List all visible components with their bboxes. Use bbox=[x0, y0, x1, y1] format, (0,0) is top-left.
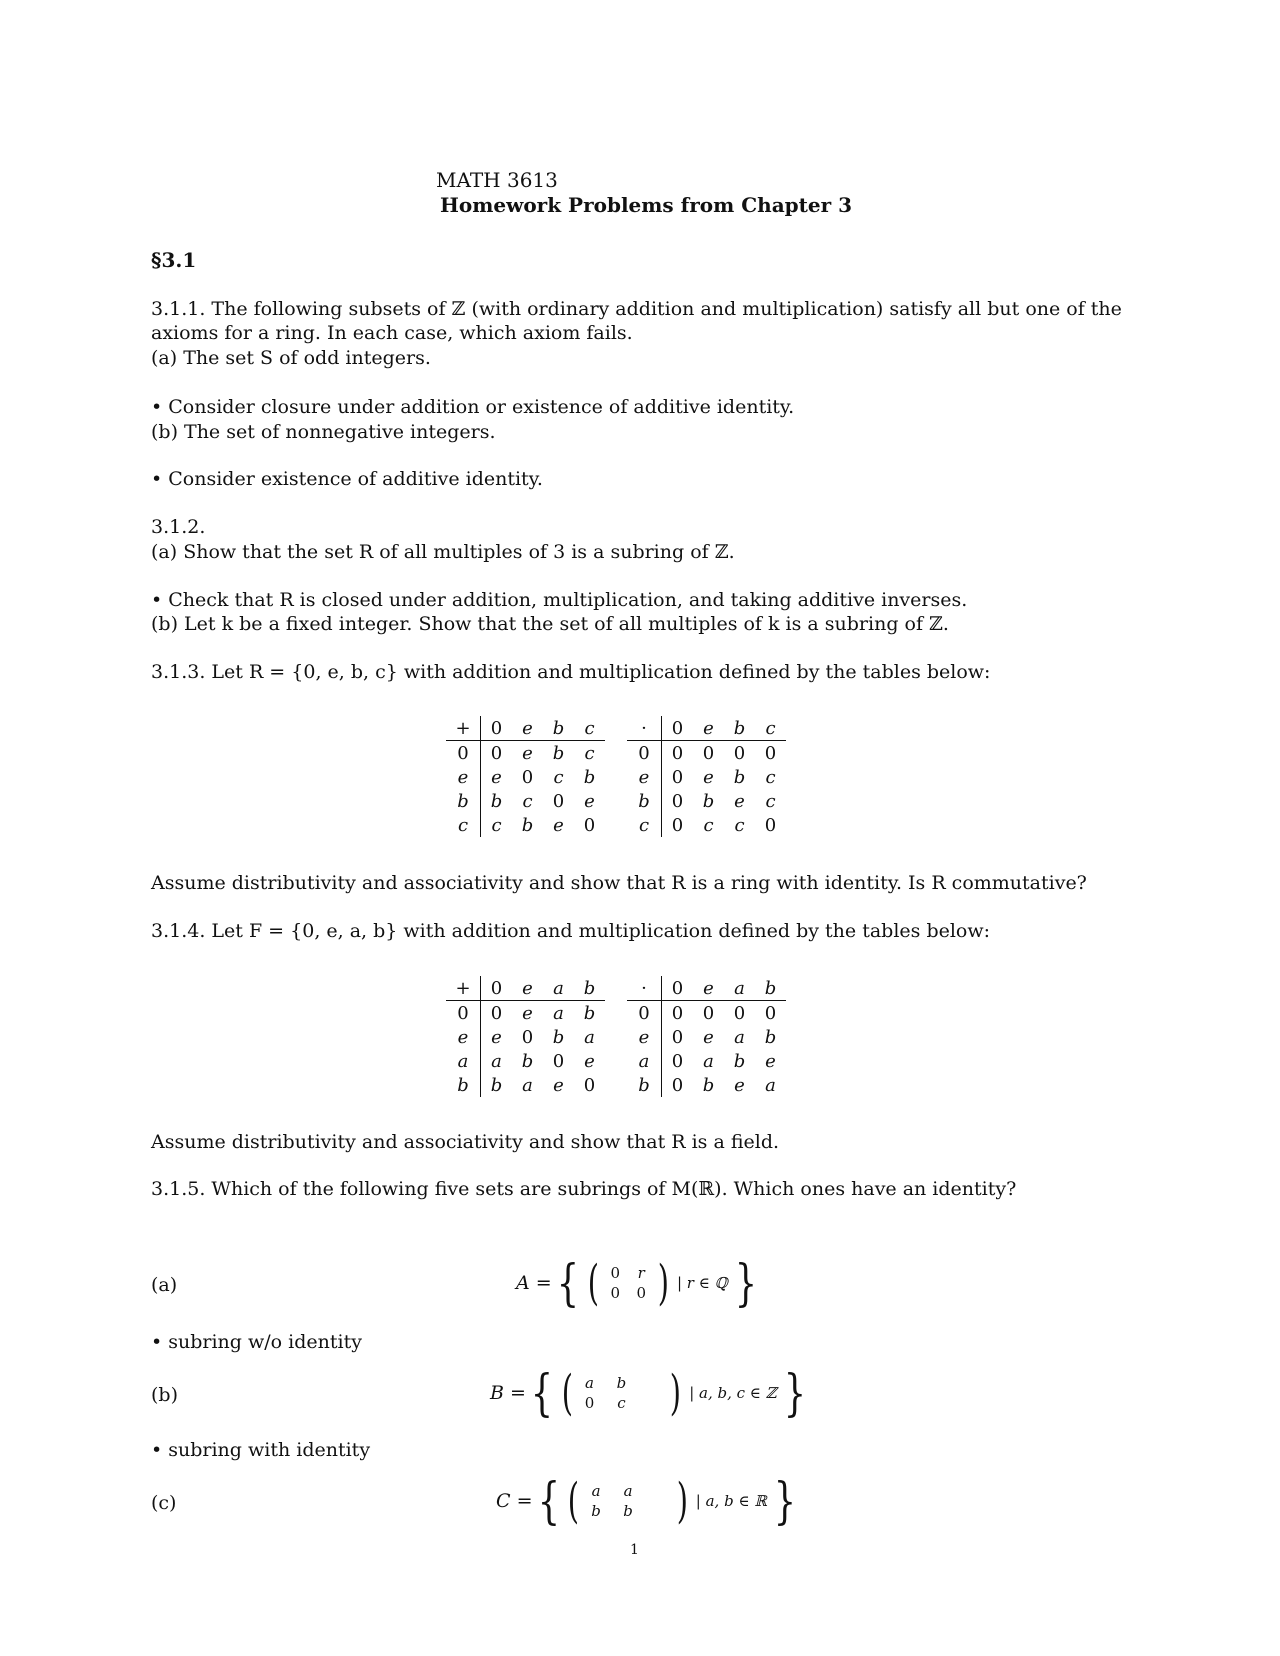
table-cell: e bbox=[553, 814, 564, 836]
table-cell: b bbox=[543, 716, 574, 741]
table-cell: 0 bbox=[702, 742, 715, 764]
table-cell: 0 bbox=[662, 976, 694, 1001]
table-cell: 0 bbox=[552, 790, 565, 812]
right-brace: } bbox=[734, 1254, 757, 1312]
table-cell: a bbox=[734, 1026, 745, 1048]
table-cell: + bbox=[446, 976, 481, 1001]
right-brace: } bbox=[783, 1364, 806, 1422]
table-cell: a bbox=[446, 1049, 481, 1073]
table-cell: b bbox=[552, 1026, 565, 1048]
table-cell: a bbox=[703, 1050, 714, 1072]
matrix-entry: b bbox=[591, 1502, 601, 1520]
table-cell: 0 bbox=[481, 976, 513, 1001]
set-c-definition bbox=[496, 1472, 801, 1530]
table-cell: 0 bbox=[446, 741, 481, 766]
table-cell: e bbox=[765, 1050, 776, 1072]
table-cell: 0 bbox=[521, 1026, 534, 1048]
table-cell: b bbox=[702, 790, 715, 812]
table-cell: e bbox=[584, 1050, 595, 1072]
set-a-definition bbox=[516, 1254, 761, 1312]
problem-3-1-4-outro: Assume distributivity and associativity and show that R is a field. bbox=[151, 1131, 780, 1153]
table-cell: · bbox=[627, 716, 662, 741]
table-cell: e bbox=[693, 716, 724, 741]
matrix-entry: 0 bbox=[636, 1284, 646, 1302]
table-cell: e bbox=[693, 976, 724, 1001]
problem-3-1-4-intro: 3.1.4. Let F = {0, e, a, b} with addition and multiplication defined by the tables below: bbox=[151, 920, 991, 942]
set-b-matrix: ( a b 0 c ) bbox=[561, 1365, 682, 1421]
table-cell: 0 bbox=[764, 814, 777, 836]
matrix-entry: b bbox=[623, 1502, 633, 1520]
table-cell: e bbox=[491, 766, 502, 788]
table-cell: c bbox=[765, 790, 776, 812]
table-cell: a bbox=[522, 1074, 533, 1096]
table-row bbox=[627, 789, 786, 813]
table-cell: c bbox=[522, 790, 533, 812]
table-cell: a bbox=[543, 976, 574, 1001]
table-cell: 0 bbox=[671, 814, 684, 836]
table-cell: e bbox=[734, 1074, 745, 1096]
set-b-name: B = bbox=[490, 1382, 526, 1404]
table-cell: b bbox=[552, 742, 565, 764]
table-cell: e bbox=[627, 765, 662, 789]
table-cell: e bbox=[627, 1025, 662, 1049]
table-cell: · bbox=[627, 976, 662, 1001]
table-cell: 0 bbox=[671, 1050, 684, 1072]
multiplication-table-F bbox=[627, 976, 786, 1097]
table-cell: b bbox=[724, 716, 755, 741]
table-cell: b bbox=[490, 790, 503, 812]
table-row bbox=[446, 1073, 605, 1097]
table-cell: a bbox=[584, 1026, 595, 1048]
table-header-row bbox=[627, 716, 786, 741]
table-cell: c bbox=[574, 716, 605, 741]
table-cell: 0 bbox=[490, 1002, 503, 1024]
table-header-row bbox=[627, 976, 786, 1001]
table-cell: b bbox=[521, 1050, 534, 1072]
table-cell: 0 bbox=[671, 1074, 684, 1096]
problem-3-1-1-part-b: (b) The set of nonnegative integers. bbox=[151, 421, 496, 443]
table-cell: e bbox=[522, 1002, 533, 1024]
table-cell: e bbox=[584, 790, 595, 812]
table-cell: 0 bbox=[583, 1074, 596, 1096]
table-cell: 0 bbox=[702, 1002, 715, 1024]
problem-3-1-1-line1: 3.1.1. The following subsets of ℤ (with ordinary addition and multiplication) satisfy all but one of the bbox=[151, 298, 1122, 320]
table-cell: b bbox=[583, 1002, 596, 1024]
table-cell: 0 bbox=[764, 1002, 777, 1024]
table-row bbox=[446, 1001, 605, 1026]
table-cell: b bbox=[764, 1026, 777, 1048]
table-cell: b bbox=[521, 814, 534, 836]
problem-3-1-2-part-b: (b) Let k be a fixed integer. Show that the set of all multiples of k is a subring of ℤ. bbox=[151, 613, 949, 635]
set-c-condition: | a, b ∈ ℝ bbox=[695, 1492, 767, 1510]
page-title: Homework Problems from Chapter 3 bbox=[440, 193, 853, 217]
problem-3-1-1-hint-b: • Consider existence of additive identity. bbox=[151, 467, 543, 491]
problem-3-1-1-hint-a: • Consider closure under addition or existence of additive identity. bbox=[151, 395, 794, 419]
table-row bbox=[627, 813, 786, 837]
table-cell: 0 bbox=[764, 742, 777, 764]
set-b-hint: • subring with identity bbox=[151, 1438, 370, 1462]
table-cell: 0 bbox=[627, 1001, 662, 1026]
table-cell: b bbox=[446, 1073, 481, 1097]
table-cell: b bbox=[446, 789, 481, 813]
table-cell: 0 bbox=[733, 742, 746, 764]
table-cell: c bbox=[765, 766, 776, 788]
table-cell: b bbox=[574, 976, 605, 1001]
table-header-row bbox=[446, 716, 605, 741]
table-row bbox=[446, 813, 605, 837]
set-b-definition bbox=[490, 1364, 810, 1422]
table-cell: 0 bbox=[552, 1050, 565, 1072]
table-cell: e bbox=[491, 1026, 502, 1048]
table-cell: b bbox=[702, 1074, 715, 1096]
table-cell: c bbox=[755, 716, 786, 741]
table-cell: c bbox=[584, 742, 595, 764]
problem-3-1-2-label: 3.1.2. bbox=[151, 516, 206, 538]
left-brace: { bbox=[530, 1364, 553, 1422]
set-c-matrix: ( a a b b ) bbox=[568, 1473, 689, 1529]
table-cell: b bbox=[733, 766, 746, 788]
problem-3-1-3-outro: Assume distributivity and associativity and show that R is a ring with identity. Is R commutative? bbox=[151, 872, 1087, 894]
table-header-row bbox=[446, 976, 605, 1001]
table-row bbox=[627, 741, 786, 766]
problem-3-1-2-hint-a: • Check that R is closed under addition, multiplication, and taking additive inverses. bbox=[151, 588, 967, 612]
table-cell: a bbox=[491, 1050, 502, 1072]
set-b-label: (b) bbox=[151, 1384, 178, 1406]
table-row bbox=[627, 1049, 786, 1073]
table-cell: 0 bbox=[671, 790, 684, 812]
table-cell: 0 bbox=[481, 716, 513, 741]
set-a-name: A = bbox=[516, 1272, 552, 1294]
left-brace: { bbox=[537, 1472, 560, 1530]
table-cell: 0 bbox=[733, 1002, 746, 1024]
section-heading: §3.1 bbox=[151, 248, 197, 272]
matrix-entry: 0 bbox=[610, 1264, 620, 1282]
addition-table-F bbox=[446, 976, 605, 1097]
table-cell: e bbox=[512, 976, 543, 1001]
table-row bbox=[446, 741, 605, 766]
table-row bbox=[446, 1049, 605, 1073]
table-cell: 0 bbox=[446, 1001, 481, 1026]
table-cell: b bbox=[755, 976, 786, 1001]
table-cell: e bbox=[446, 1025, 481, 1049]
matrix-entry: 0 bbox=[610, 1284, 620, 1302]
table-cell: 0 bbox=[521, 766, 534, 788]
left-brace: { bbox=[556, 1254, 579, 1312]
table-cell: c bbox=[627, 813, 662, 837]
matrix-entry: a bbox=[591, 1482, 601, 1500]
table-cell: e bbox=[522, 742, 533, 764]
table-cell: 0 bbox=[627, 741, 662, 766]
table-cell: e bbox=[734, 790, 745, 812]
table-cell: 0 bbox=[662, 716, 694, 741]
problem-3-1-3-intro: 3.1.3. Let R = {0, e, b, c} with addition and multiplication defined by the tables below: bbox=[151, 661, 991, 683]
set-a-condition: | r ∈ ℚ bbox=[676, 1274, 728, 1292]
problem-3-1-5-intro: 3.1.5. Which of the following five sets are subrings of M(ℝ). Which ones have an identity? bbox=[151, 1178, 1017, 1200]
page-number: 1 bbox=[630, 1542, 639, 1558]
table-cell: b bbox=[733, 1050, 746, 1072]
matrix-entry: a bbox=[623, 1482, 633, 1500]
table-row bbox=[627, 1001, 786, 1026]
table-cell: c bbox=[553, 766, 564, 788]
table-cell: e bbox=[703, 1026, 714, 1048]
right-brace: } bbox=[773, 1472, 796, 1530]
table-cell: c bbox=[491, 814, 502, 836]
table-row bbox=[627, 1025, 786, 1049]
addition-table-R bbox=[446, 716, 605, 837]
set-a-label: (a) bbox=[151, 1274, 178, 1296]
set-a-matrix: ( 0 r 0 0 ) bbox=[587, 1255, 670, 1311]
table-row bbox=[627, 765, 786, 789]
table-cell: 0 bbox=[671, 1026, 684, 1048]
table-cell: e bbox=[446, 765, 481, 789]
set-a-hint: • subring w/o identity bbox=[151, 1330, 362, 1354]
set-c-label: (c) bbox=[151, 1492, 177, 1514]
table-cell: b bbox=[490, 1074, 503, 1096]
matrix-entry: b bbox=[616, 1374, 627, 1392]
set-b-condition: | a, b, c ∈ ℤ bbox=[689, 1384, 777, 1402]
table-row bbox=[446, 789, 605, 813]
table-cell: a bbox=[724, 976, 755, 1001]
table-cell: c bbox=[703, 814, 714, 836]
table-cell: b bbox=[627, 789, 662, 813]
table-cell: c bbox=[734, 814, 745, 836]
table-row bbox=[446, 1025, 605, 1049]
table-cell: e bbox=[703, 766, 714, 788]
matrix-entry: a bbox=[584, 1374, 594, 1392]
table-cell: a bbox=[627, 1049, 662, 1073]
table-cell: 0 bbox=[671, 742, 684, 764]
course-number: MATH 3613 bbox=[436, 168, 558, 192]
table-cell: a bbox=[553, 1002, 564, 1024]
problem-3-1-1-part-a: (a) The set S of odd integers. bbox=[151, 347, 431, 369]
table-cell: 0 bbox=[583, 814, 596, 836]
problem-3-1-2-part-a: (a) Show that the set R of all multiples of 3 is a subring of ℤ. bbox=[151, 541, 735, 563]
table-row bbox=[446, 765, 605, 789]
table-cell: + bbox=[446, 716, 481, 741]
set-c-name: C = bbox=[496, 1490, 533, 1512]
table-cell: e bbox=[512, 716, 543, 741]
matrix-entry: r bbox=[637, 1264, 645, 1282]
table-cell: c bbox=[446, 813, 481, 837]
table-cell: 0 bbox=[490, 742, 503, 764]
multiplication-table-R bbox=[627, 716, 786, 837]
table-cell: b bbox=[583, 766, 596, 788]
table-row bbox=[627, 1073, 786, 1097]
table-cell: e bbox=[553, 1074, 564, 1096]
table-cell: 0 bbox=[671, 1002, 684, 1024]
matrix-entry: c bbox=[617, 1394, 626, 1412]
matrix-entry: 0 bbox=[584, 1394, 595, 1412]
table-cell: b bbox=[627, 1073, 662, 1097]
problem-3-1-1-line2: axioms for a ring. In each case, which axiom fails. bbox=[151, 322, 633, 344]
table-cell: a bbox=[765, 1074, 776, 1096]
table-cell: 0 bbox=[671, 766, 684, 788]
